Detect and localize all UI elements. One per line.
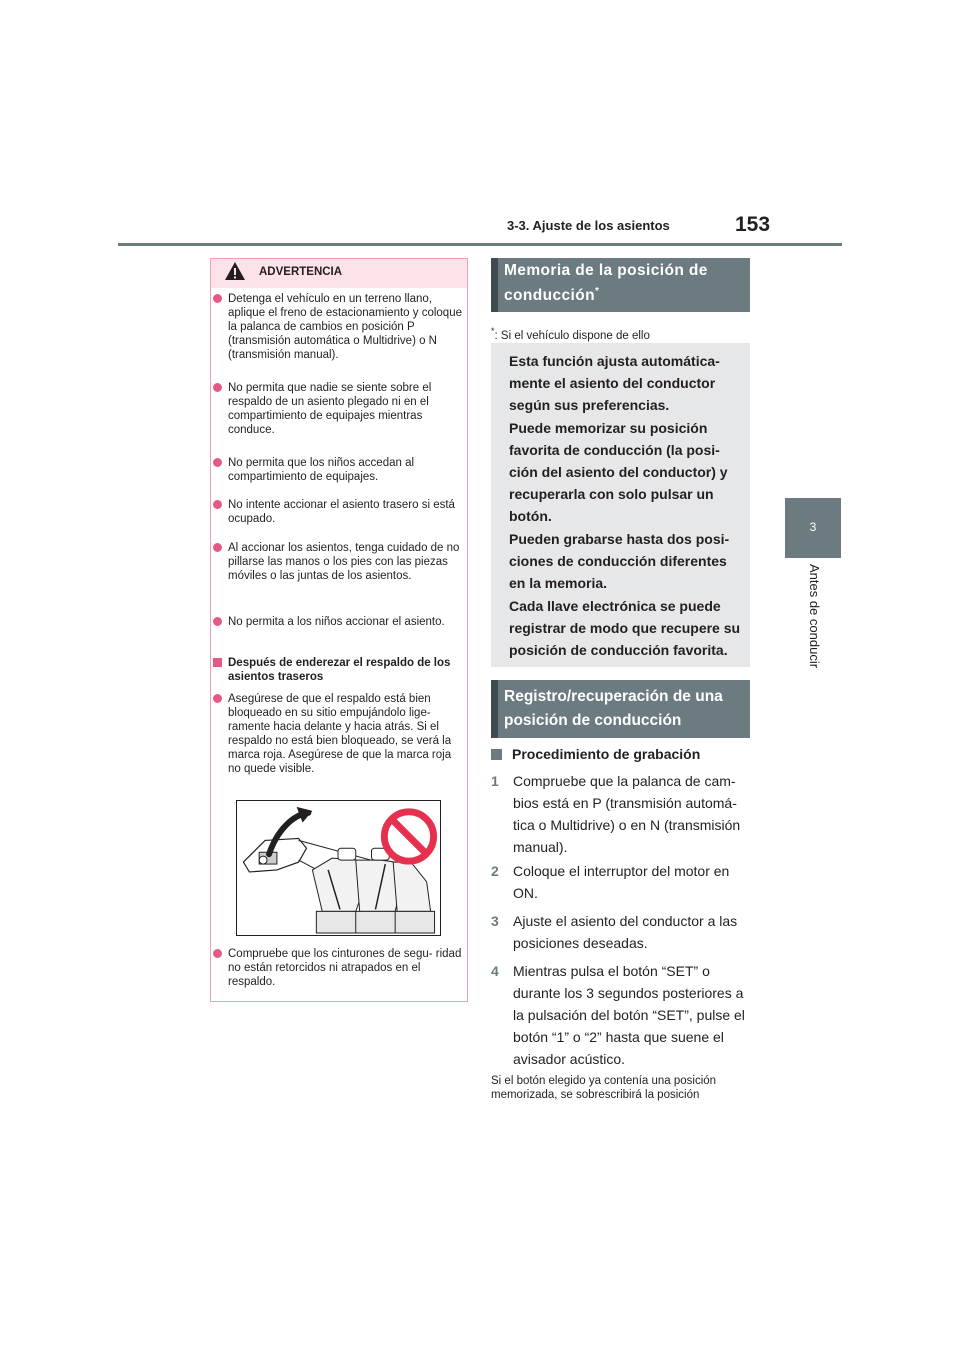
intro-text bbox=[509, 350, 745, 662]
intro-paragraph: Puede memorizar su posición favorita de conducción (la posi- ción del asiento del conductor) y recuperarla con solo pulsar un botón. bbox=[509, 420, 728, 524]
square-bullet-icon bbox=[491, 749, 502, 760]
warning-title: ADVERTENCIA bbox=[259, 266, 343, 278]
intro-paragraph: Pueden grabarse hasta dos posi- ciones de conducción diferentes en la memoria. bbox=[509, 531, 730, 591]
footnote: *: Si el vehículo dispone de ello bbox=[491, 326, 650, 342]
closing-text: Si el botón elegido ya contenía una posición memorizada, se sobrescribirá la posición bbox=[491, 1075, 717, 1101]
section-heading-memory: Memoria de la posición de conducción* bbox=[491, 258, 750, 312]
bullet-icon bbox=[213, 458, 222, 467]
chapter-tab-label: Antes de conducir bbox=[807, 564, 822, 669]
bullet-icon bbox=[213, 694, 222, 703]
warning-icon bbox=[224, 261, 246, 281]
intro-paragraph: Esta función ajusta automática- mente el asiento del conductor según sus preferencias. bbox=[509, 353, 720, 413]
warning-item: Detenga el vehículo en un terreno llano, aplique el freno de estacionamiento y coloque la palanca de cambios en posición P (transmisión automática o Multidrive) o N (transmisión manual). bbox=[213, 292, 463, 362]
bullet-icon bbox=[213, 949, 222, 958]
page-number: 153 bbox=[735, 213, 771, 236]
warning-item: No permita a los niños accionar el asiento. bbox=[213, 615, 463, 629]
procedure-step: 3 Ajuste el asiento del conductor a las posiciones deseadas. bbox=[491, 913, 738, 951]
section-title: 3-3. Ajuste de los asientos bbox=[507, 218, 670, 233]
bullet-icon bbox=[213, 294, 222, 303]
procedure-step: 1 Compruebe que la palanca de cam- bios está en P (transmisión automá- tica o Multidrive) o en N (transmisión manual). bbox=[491, 773, 741, 855]
warning-item: No permita que los niños accedan al compartimiento de equipajes. bbox=[213, 456, 463, 484]
rear-seat-illustration bbox=[236, 800, 441, 936]
warning-subheading: Después de enderezar el respaldo de los asientos traseros bbox=[213, 656, 463, 684]
procedure-step: 2 Coloque el interruptor del motor en ON. bbox=[491, 863, 730, 901]
procedure-title: Procedimiento de grabación bbox=[491, 746, 700, 762]
warning-item: Al accionar los asientos, tenga cuidado de no pillarse las manos o los pies con las piezas móviles o las juntas de los asientos. bbox=[213, 541, 463, 583]
bullet-icon bbox=[213, 543, 222, 552]
square-bullet-icon bbox=[213, 658, 222, 667]
chapter-tab-number: 3 bbox=[809, 520, 817, 534]
procedure-step: 4 Mientras pulsa el botón “SET” o durante los 3 segundos posteriores a la pulsación del botón “SET”, pulse el botón “1” o “2” hasta que suene el avisador acústico. bbox=[491, 963, 745, 1067]
warning-item: No intente accionar el asiento trasero si está ocupado. bbox=[213, 498, 463, 526]
warning-item: Compruebe que los cinturones de segu- ridad no están retorcidos ni atrapados en el respaldo. bbox=[213, 947, 463, 989]
intro-paragraph: Cada llave electrónica se puede registrar de modo que recupere su posición de conducción favorita. bbox=[509, 598, 741, 658]
bullet-icon bbox=[213, 500, 222, 509]
warning-item: Asegúrese de que el respaldo está bien bloqueado en su sitio empujándolo lige- ramente hacia delante y hacia atrás. Si el respaldo no está bien bloqueado, se verá la marca roja. Asegúrese de que la marca roja no quede visible. bbox=[213, 692, 463, 776]
bullet-icon bbox=[213, 383, 222, 392]
header-divider bbox=[118, 243, 842, 246]
section-heading-registration: Registro/recuperación de una posición de conducción bbox=[491, 680, 750, 738]
bullet-icon bbox=[213, 617, 222, 626]
warning-item: No permita que nadie se siente sobre el respaldo de un asiento plegado ni en el compartimiento de equipajes mientras conduce. bbox=[213, 381, 463, 437]
